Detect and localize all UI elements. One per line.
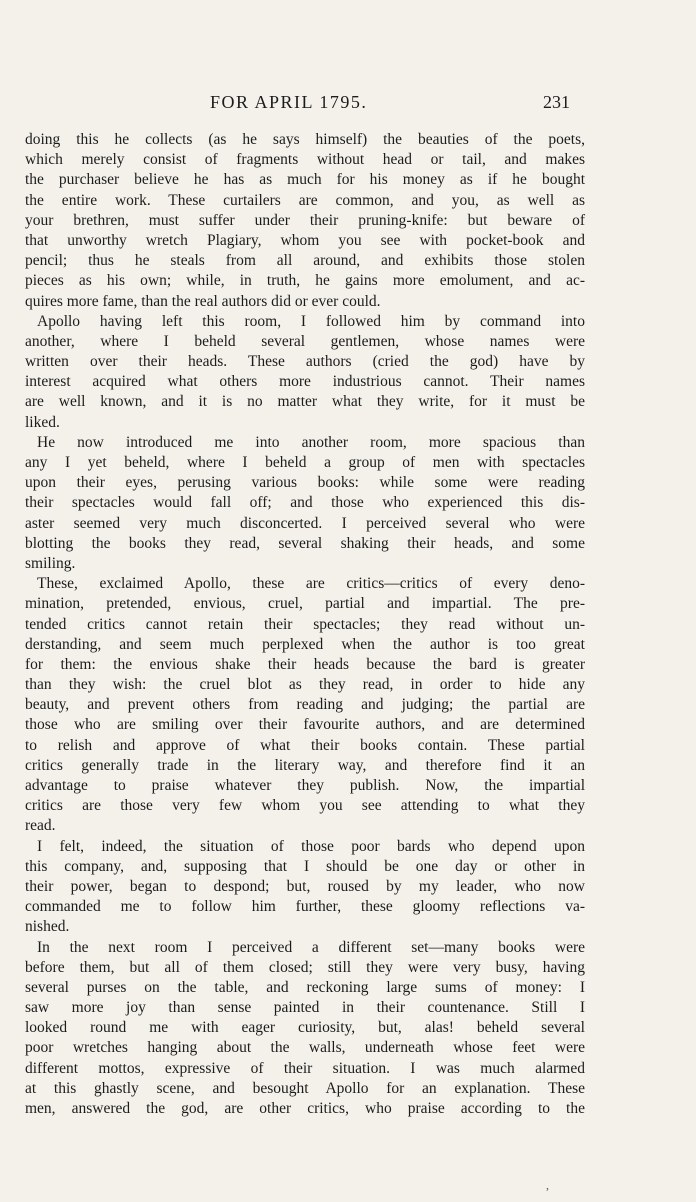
text-line: smiling. bbox=[25, 554, 76, 572]
text-line: read. bbox=[25, 817, 56, 835]
text-line: this company, and, supposing that I should be one day or other in bbox=[25, 857, 585, 875]
text-line: derstanding, and seem much perplexed when the author is too great bbox=[25, 635, 585, 653]
running-head bbox=[0, 92, 696, 116]
text-line: In the next room I perceived a different set—many books were bbox=[37, 938, 585, 956]
text-line: are well known, and it is no matter what they write, for it must be bbox=[25, 393, 585, 411]
text-line: pencil; thus he steals from all around, and exhibits those stolen bbox=[25, 252, 585, 270]
text-line: your brethren, must suffer under their pruning-knife: but beware of bbox=[25, 211, 585, 229]
text-line: beauty, and prevent others from reading and judging; the partial are bbox=[25, 696, 585, 714]
body-text bbox=[25, 130, 585, 1119]
text-line: doing this he collects (as he says himself) the beauties of the poets, bbox=[25, 131, 585, 148]
text-line: any I yet beheld, where I beheld a group of men with spectacles bbox=[25, 454, 585, 471]
text-line: their spectacles would fall off; and those who experienced this dis- bbox=[25, 494, 585, 512]
text-line: nished. bbox=[25, 918, 70, 936]
text-line: written over their heads. These authors (cried the god) have by bbox=[25, 353, 585, 371]
text-line: saw more joy than sense painted in their countenance. Still I bbox=[25, 999, 585, 1017]
text-line: I felt, indeed, the situation of those poor bards who depend upon bbox=[37, 837, 585, 855]
text-line: looked round me with eager curiosity, but, alas! beheld several bbox=[25, 1019, 585, 1037]
text-line: men, answered the god, are other critics, who praise according to the bbox=[25, 1100, 585, 1117]
text-line: Apollo having left this room, I followed him by command into bbox=[37, 312, 585, 330]
text-line: mination, pretended, envious, cruel, partial and impartial. The pre- bbox=[25, 595, 585, 613]
text-line: blotting the books they read, several shaking their heads, and some bbox=[25, 534, 585, 552]
text-line: quires more fame, than the real authors did or ever could. bbox=[25, 292, 381, 310]
text-line: pieces as his own; while, in truth, he gains more emolument, and ac- bbox=[25, 272, 585, 290]
ink-mark: , bbox=[546, 1178, 549, 1192]
running-title: FOR APRIL 1795. bbox=[210, 92, 368, 112]
text-line: which merely consist of fragments without head or tail, and makes bbox=[25, 151, 585, 169]
text-line: their power, began to despond; but, roused by my leader, who now bbox=[25, 877, 585, 895]
text-line: for them: the envious shake their heads because the bard is greater bbox=[25, 655, 585, 673]
text-line: another, where I beheld several gentlemen, whose names were bbox=[25, 332, 585, 350]
text-line: several purses on the table, and reckoning large sums of money: I bbox=[25, 978, 585, 996]
text-line: upon their eyes, perusing various books: while some were reading bbox=[25, 474, 585, 492]
text-line: poor wretches hanging about the walls, underneath whose feet were bbox=[25, 1039, 585, 1057]
text-line: before them, but all of them closed; still they were very busy, having bbox=[25, 958, 585, 976]
text-line: at this ghastly scene, and besought Apollo for an explanation. These bbox=[25, 1079, 585, 1097]
text-line: tended critics cannot retain their spectacles; they read without un- bbox=[25, 615, 585, 633]
text-line: critics generally trade in the literary way, and therefore find it an bbox=[25, 756, 585, 774]
text-line: to relish and approve of what their books contain. These partial bbox=[25, 736, 585, 754]
text-line: interest acquired what others more industrious cannot. Their names bbox=[25, 373, 585, 391]
text-line: aster seemed very much disconcerted. I perceived several who were bbox=[25, 514, 585, 532]
text-line: than they wish: the cruel blot as they read, in order to hide any bbox=[25, 676, 585, 694]
text-line: These, exclaimed Apollo, these are critics—critics of every deno- bbox=[37, 575, 585, 593]
text-line: that unworthy wretch Plagiary, whom you see with pocket-book and bbox=[25, 231, 585, 249]
text-line: commanded me to follow him further, these gloomy reflections va- bbox=[25, 898, 585, 916]
text-line: the entire work. These curtailers are common, and you, as well as bbox=[25, 191, 585, 209]
text-line: He now introduced me into another room, more spacious than bbox=[37, 433, 585, 451]
page-number: 231 bbox=[543, 92, 570, 112]
text-line: the purchaser believe he has as much for his money as if he bought bbox=[25, 171, 585, 189]
text-line: different mottos, expressive of their situation. I was much alarmed bbox=[25, 1059, 585, 1077]
text-line: critics are those very few whom you see attending to what they bbox=[25, 797, 585, 815]
text-line: liked. bbox=[25, 413, 60, 431]
text-line: those who are smiling over their favourite authors, and are determined bbox=[25, 716, 585, 734]
text-line: advantage to praise whatever they publish. Now, the impartial bbox=[25, 777, 585, 794]
